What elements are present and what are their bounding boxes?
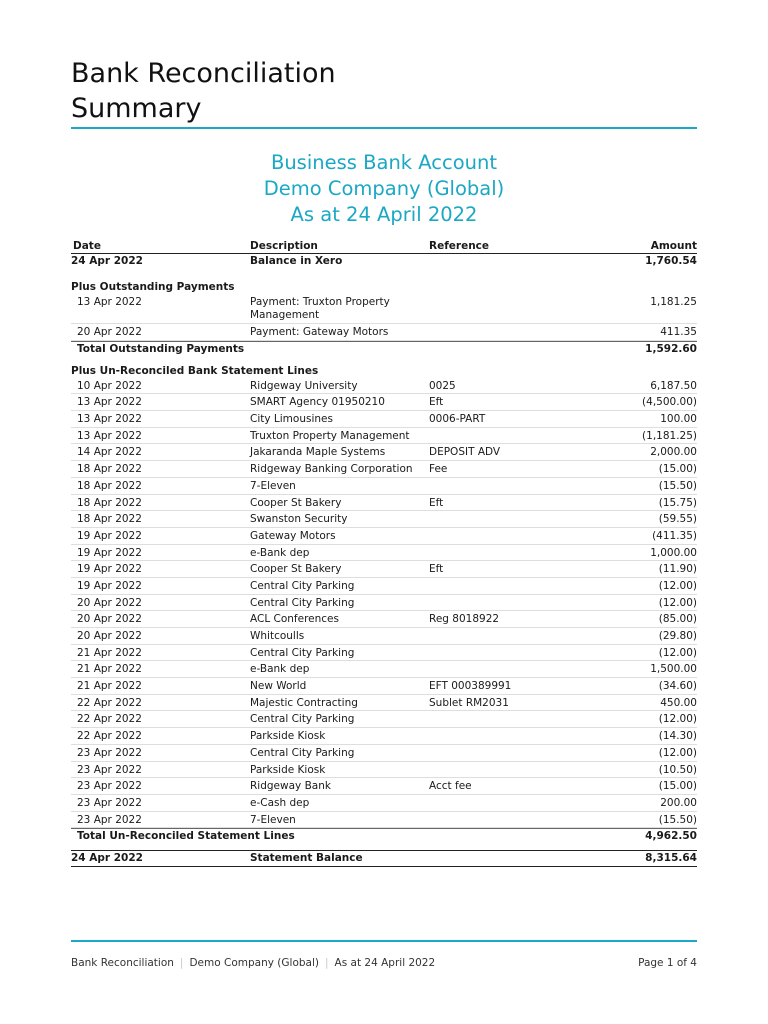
row-description: ACL Conferences (250, 613, 339, 626)
total-outstanding-amount: 1,592.60 (645, 342, 697, 355)
row-date: 19 Apr 2022 (77, 579, 142, 592)
row-reference (429, 547, 607, 560)
row-date: 14 Apr 2022 (77, 446, 142, 459)
row-amount: (4,500.00) (642, 396, 697, 409)
row-description: Majestic Contracting (250, 696, 358, 709)
row-date: 21 Apr 2022 (77, 663, 142, 676)
row-amount: 450.00 (660, 696, 697, 709)
row-description: Ridgeway University (250, 379, 358, 392)
row-description: Payment: Gateway Motors (250, 326, 389, 338)
row-description: Central City Parking (250, 713, 355, 726)
row-date: 13 Apr 2022 (77, 429, 142, 442)
row-date: 13 Apr 2022 (77, 413, 142, 426)
footer-as-at: As at 24 April 2022 (334, 957, 436, 969)
table-row (71, 795, 697, 812)
total-outstanding-row (71, 341, 697, 356)
table-row (71, 478, 697, 495)
row-reference: 0006-PART (429, 413, 486, 426)
row-amount: 2,000.00 (650, 446, 697, 459)
row-description: e-Cash dep (250, 796, 310, 809)
table-row (71, 324, 697, 341)
balance-date: 24 Apr 2022 (71, 255, 143, 267)
row-description: Gateway Motors (250, 529, 336, 542)
row-description: Jakaranda Maple Systems (250, 446, 386, 459)
row-amount: (12.00) (658, 713, 697, 726)
balance-in-xero-row (71, 254, 697, 268)
table-row (71, 762, 697, 779)
table-row (71, 812, 697, 829)
row-amount: (15.00) (658, 463, 697, 476)
row-description: e-Bank dep (250, 663, 310, 676)
table-row (71, 711, 697, 728)
statement-description: Statement Balance (250, 852, 363, 865)
row-amount: 411.35 (660, 326, 697, 338)
row-amount: (12.00) (658, 646, 697, 659)
row-amount: 1,000.00 (650, 546, 697, 559)
row-date: 23 Apr 2022 (77, 763, 142, 776)
row-date: 13 Apr 2022 (77, 396, 142, 409)
row-description: Whitcoulls (250, 630, 305, 642)
row-description: Ridgeway Banking Corporation (250, 463, 413, 476)
row-amount: 1,500.00 (650, 663, 697, 676)
total-outstanding-label: Total Outstanding Payments (77, 342, 245, 355)
row-amount: 1,181.25 (650, 296, 697, 308)
row-reference (429, 530, 607, 543)
table-row (71, 695, 697, 712)
row-description: Cooper St Bakery (250, 563, 342, 576)
row-reference: DEPOSIT ADV (429, 446, 501, 459)
row-date: 22 Apr 2022 (77, 713, 142, 726)
table-row (71, 745, 697, 762)
table-row (71, 461, 697, 478)
table-header (71, 240, 697, 254)
row-reference (429, 597, 607, 610)
row-amount: 100.00 (660, 413, 697, 426)
page-footer (71, 956, 697, 970)
row-description: SMART Agency 01950210 (250, 396, 385, 409)
table-row (71, 545, 697, 562)
column-header-reference: Reference (429, 240, 490, 252)
account-name: Business Bank Account (270, 151, 498, 174)
table-row (71, 511, 697, 528)
row-reference: Eft (429, 563, 444, 576)
page-title-line1: Bank Reconciliation (71, 58, 336, 89)
row-description: Ridgeway Bank (250, 780, 331, 793)
total-unreconciled-row (71, 828, 697, 843)
organisation-name: Demo Company (Global) (263, 177, 505, 200)
unreconciled-lines-heading: Plus Un-Reconciled Bank Statement Lines (71, 364, 319, 377)
row-reference (429, 764, 607, 777)
page-title-line2: Summary (71, 93, 202, 124)
row-amount: 6,187.50 (650, 379, 697, 392)
row-date: 20 Apr 2022 (77, 630, 142, 642)
row-reference: Reg 8018922 (429, 613, 500, 626)
row-date: 22 Apr 2022 (77, 730, 142, 743)
table-row (71, 378, 697, 395)
table-row (71, 528, 697, 545)
row-amount: 200.00 (660, 796, 697, 809)
row-amount: (12.00) (658, 596, 697, 609)
row-date: 21 Apr 2022 (77, 646, 142, 659)
row-description: Cooper St Bakery (250, 496, 342, 509)
row-reference (429, 647, 607, 660)
row-description: Central City Parking (250, 746, 355, 759)
statement-date: 24 Apr 2022 (71, 852, 143, 865)
footer-divider (71, 940, 697, 942)
row-description: Central City Parking (250, 579, 355, 592)
report-subheading (71, 150, 697, 228)
footer-report-name: Bank Reconciliation (71, 957, 174, 969)
row-amount: (11.90) (658, 563, 697, 576)
row-date: 22 Apr 2022 (77, 696, 142, 709)
row-date: 23 Apr 2022 (77, 780, 142, 793)
row-date: 21 Apr 2022 (77, 680, 142, 693)
row-description: Central City Parking (250, 596, 355, 609)
row-date: 18 Apr 2022 (77, 496, 142, 509)
row-reference: Fee (429, 463, 448, 476)
row-amount: (29.80) (658, 630, 697, 642)
row-date: 18 Apr 2022 (77, 463, 142, 476)
table-row (71, 444, 697, 461)
row-amount: (1,181.25) (642, 429, 697, 442)
table-row (71, 394, 697, 411)
row-amount: (15.50) (658, 479, 697, 492)
row-date: 20 Apr 2022 (77, 326, 142, 338)
table-row (71, 645, 697, 662)
row-date: 20 Apr 2022 (77, 613, 142, 626)
footer-organisation: Demo Company (Global) (189, 957, 319, 969)
reconciliation-table (71, 240, 697, 867)
row-date: 13 Apr 2022 (77, 296, 142, 308)
total-unreconciled-amount: 4,962.50 (645, 830, 697, 843)
table-row (71, 728, 697, 745)
row-description: City Limousines (250, 413, 333, 426)
row-reference (429, 480, 607, 493)
row-description: 7-Eleven (250, 479, 296, 492)
row-description: Payment: Truxton Property Management (250, 296, 390, 321)
row-amount: (15.00) (658, 780, 697, 793)
column-header-date: Date (73, 240, 101, 252)
outstanding-payments-heading: Plus Outstanding Payments (71, 281, 235, 293)
table-row (71, 678, 697, 695)
title-divider (71, 127, 697, 129)
page-number: Page 1 of 4 (638, 957, 697, 969)
row-reference: EFT 000389991 (429, 680, 512, 693)
row-reference: Acct fee (429, 780, 472, 793)
row-date: 10 Apr 2022 (77, 379, 142, 392)
row-amount: (12.00) (658, 746, 697, 759)
row-reference (429, 580, 607, 593)
row-description: Parkside Kiosk (250, 763, 326, 776)
row-amount: (14.30) (658, 730, 697, 743)
row-reference (429, 713, 607, 726)
table-row (71, 561, 697, 578)
column-header-amount: Amount (650, 240, 697, 252)
row-amount: (59.55) (658, 513, 697, 526)
row-date: 20 Apr 2022 (77, 596, 142, 609)
table-row (71, 428, 697, 445)
row-description: Truxton Property Management (250, 429, 410, 442)
table-row (71, 778, 697, 795)
row-reference (429, 747, 607, 760)
page-title (71, 56, 711, 126)
row-description: New World (250, 680, 307, 693)
row-amount: (15.75) (658, 496, 697, 509)
row-reference (429, 663, 607, 676)
balance-description: Balance in Xero (250, 255, 343, 267)
row-reference (429, 797, 607, 810)
table-row (71, 628, 697, 645)
outstanding-payments-list (71, 294, 697, 341)
statement-balance-row (71, 850, 697, 867)
statement-amount: 8,315.64 (645, 852, 697, 865)
row-date: 23 Apr 2022 (77, 746, 142, 759)
row-date: 18 Apr 2022 (77, 513, 142, 526)
row-reference: 0025 (429, 379, 456, 392)
row-description: Central City Parking (250, 646, 355, 659)
row-reference: Sublet RM2031 (429, 696, 509, 709)
row-amount: (12.00) (658, 579, 697, 592)
row-date: 19 Apr 2022 (77, 563, 142, 576)
table-row (71, 411, 697, 428)
row-reference (429, 326, 607, 339)
row-description: 7-Eleven (250, 813, 296, 826)
table-row (71, 495, 697, 512)
table-row (71, 611, 697, 628)
total-unreconciled-label: Total Un-Reconciled Statement Lines (77, 830, 295, 843)
row-reference (429, 430, 607, 443)
row-date: 19 Apr 2022 (77, 546, 142, 559)
row-date: 18 Apr 2022 (77, 479, 142, 492)
row-date: 23 Apr 2022 (77, 813, 142, 826)
row-description: Parkside Kiosk (250, 730, 326, 743)
row-date: 19 Apr 2022 (77, 529, 142, 542)
unreconciled-lines-list (71, 378, 697, 829)
row-date: 23 Apr 2022 (77, 796, 142, 809)
row-reference (429, 730, 607, 743)
report-date: As at 24 April 2022 (290, 203, 478, 226)
row-reference (429, 296, 607, 322)
row-reference (429, 814, 607, 827)
row-reference: Eft (429, 496, 444, 509)
row-amount: (85.00) (658, 613, 697, 626)
row-reference: Eft (429, 396, 444, 409)
footer-separator: | (324, 957, 329, 969)
row-reference (429, 513, 607, 526)
row-amount: (10.50) (658, 763, 697, 776)
row-description: e-Bank dep (250, 546, 310, 559)
row-amount: (15.50) (658, 813, 697, 826)
row-amount: (411.35) (652, 529, 697, 542)
table-row (71, 294, 697, 324)
table-row (71, 595, 697, 612)
column-header-description: Description (250, 240, 318, 252)
table-row (71, 578, 697, 595)
row-amount: (34.60) (658, 680, 697, 693)
row-reference (429, 630, 607, 643)
footer-separator: | (179, 957, 184, 969)
table-row (71, 661, 697, 678)
balance-amount: 1,760.54 (645, 255, 697, 267)
row-description: Swanston Security (250, 513, 348, 526)
